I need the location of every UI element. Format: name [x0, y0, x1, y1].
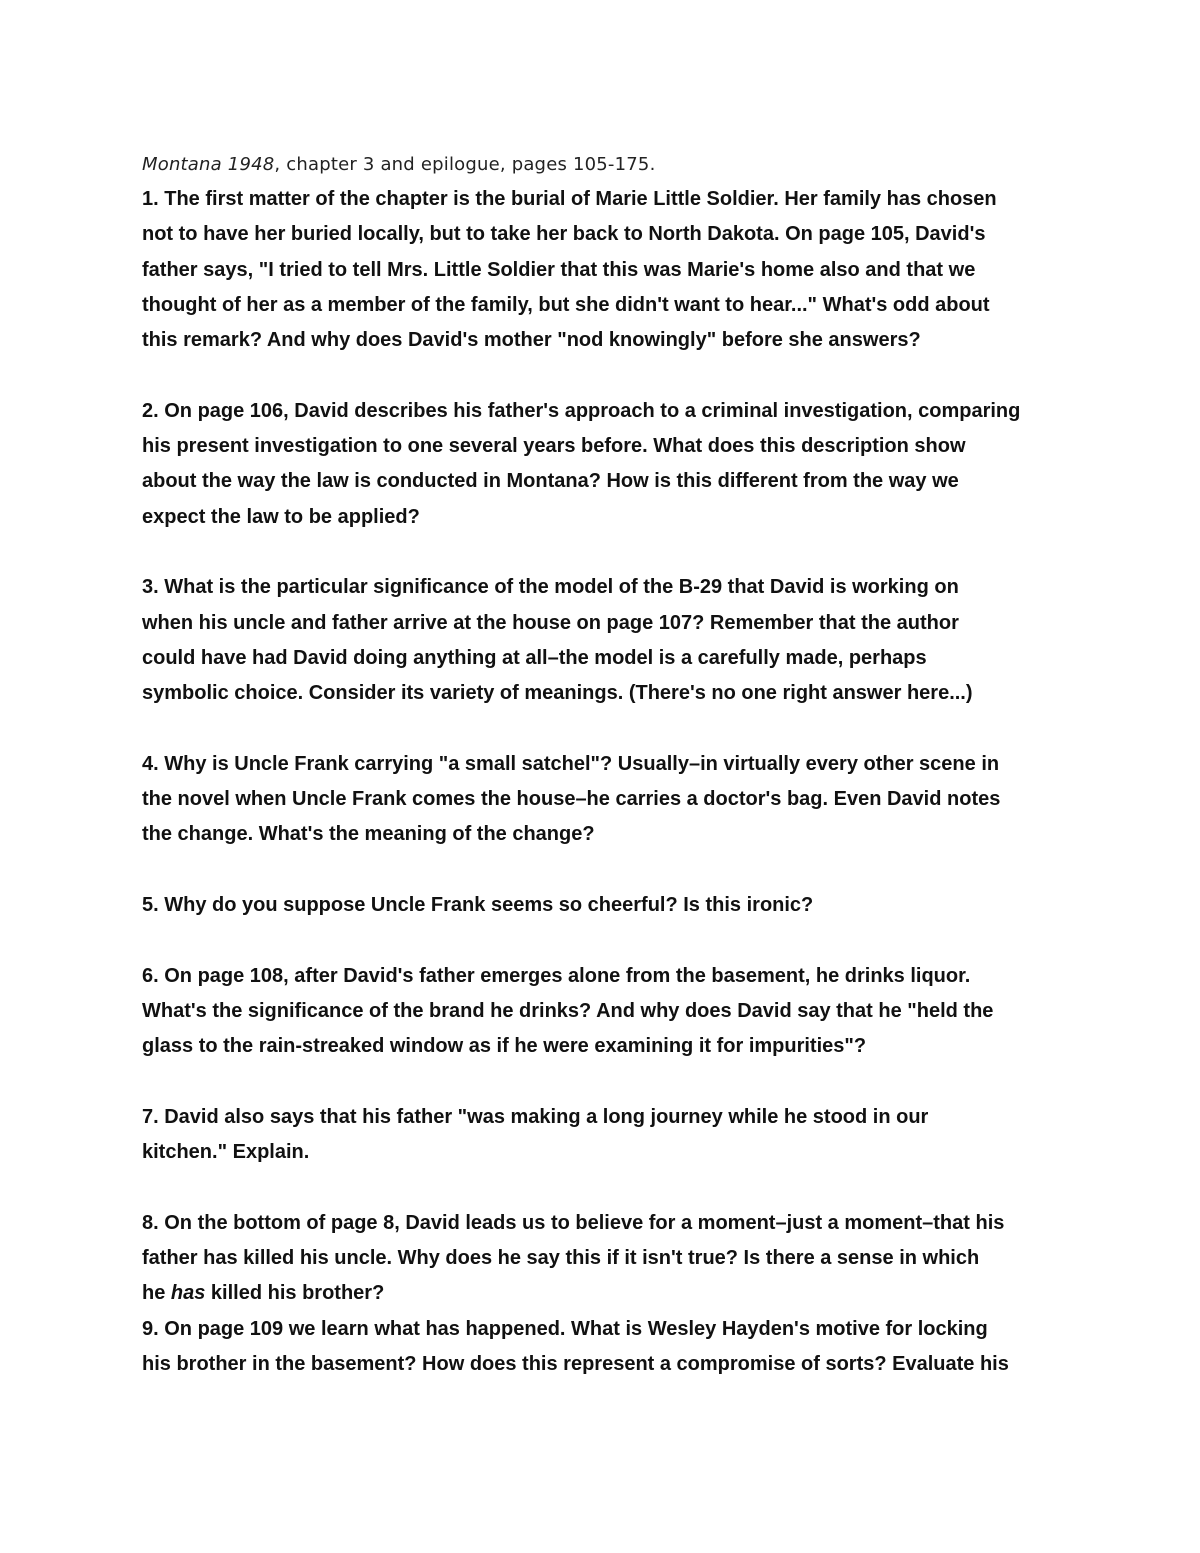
question-line: father has killed his uncle. Why does he say this if it isn't true? Is there a sense in which [142, 1246, 980, 1269]
question-line: What's the significance of the brand he drinks? And why does David say that he "held the [142, 999, 994, 1022]
question-6 [142, 959, 1072, 1065]
question-2 [142, 394, 1072, 535]
assignment-header [142, 147, 1072, 182]
question-text: he [142, 1282, 171, 1305]
question-line: his brother in the basement? How does this represent a compromise of sorts? Evaluate his [142, 1352, 1009, 1375]
question-line: not to have her buried locally, but to take her back to North Dakota. On page 105, David's [142, 223, 986, 246]
question-line: the novel when Uncle Frank comes the house–he carries a doctor's bag. Even David notes [142, 788, 1001, 811]
question-line: 8. On the bottom of page 8, David leads us to believe for a moment–just a moment–that his [142, 1211, 1005, 1234]
question-line: 7. David also says that his father "was making a long journey while he stood in our [142, 1105, 929, 1128]
question-line: 1. The first matter of the chapter is the burial of Marie Little Soldier. Her family has chosen [142, 188, 997, 210]
question-line: when his uncle and father arrive at the house on page 107? Remember that the author [142, 611, 959, 634]
question-8 [142, 1206, 1072, 1312]
question-line: 3. What is the particular significance of the model of the B-29 that David is working on [142, 576, 959, 599]
question-line: could have had David doing anything at all–the model is a carefully made, perhaps [142, 646, 927, 669]
header-rest: , chapter 3 and epilogue, pages 105-175. [274, 154, 656, 175]
question-line [142, 1276, 1072, 1311]
question-line: symbolic choice. Consider its variety of meanings. (There's no one right answer here...) [142, 682, 973, 705]
question-line: expect the law to be applied? [142, 505, 420, 528]
book-title: Montana 1948 [142, 154, 275, 175]
question-line: glass to the rain-streaked window as if he were examining it for impurities"? [142, 1035, 867, 1058]
emphasized-word: has [170, 1282, 206, 1305]
paragraph-gap [142, 923, 1072, 958]
paragraph-gap [142, 535, 1072, 570]
question-line: this remark? And why does David's mother "nod knowingly" before she answers? [142, 329, 921, 352]
question-text: killed his brother? [205, 1282, 385, 1305]
question-line: the change. What's the meaning of the change? [142, 823, 595, 846]
question-line: father says, "I tried to tell Mrs. Little Soldier that this was Marie's home also and that we [142, 258, 976, 281]
paragraph-gap [142, 358, 1072, 393]
question-line: 9. On page 109 we learn what has happened. What is Wesley Hayden's motive for locking [142, 1317, 988, 1340]
question-line: about the way the law is conducted in Montana? How is this different from the way we [142, 470, 959, 493]
question-4 [142, 747, 1072, 853]
paragraph-gap [142, 1064, 1072, 1099]
question-line: thought of her as a member of the family, but she didn't want to hear..." What's odd about [142, 293, 990, 316]
paragraph-gap [142, 1170, 1072, 1205]
question-7 [142, 1100, 1072, 1171]
question-3 [142, 570, 1072, 711]
question-9 [142, 1312, 1072, 1383]
question-line: 4. Why is Uncle Frank carrying "a small satchel"? Usually–in virtually every other scene in [142, 752, 1000, 775]
document-body [142, 147, 1072, 1382]
question-line: 5. Why do you suppose Uncle Frank seems so cheerful? Is this ironic? [142, 893, 814, 916]
paragraph-gap [142, 853, 1072, 888]
paragraph-gap [142, 711, 1072, 746]
question-line: 6. On page 108, after David's father emerges alone from the basement, he drinks liquor. [142, 964, 971, 987]
question-1 [142, 182, 1072, 358]
question-line: 2. On page 106, David describes his father's approach to a criminal investigation, comparing [142, 399, 1021, 422]
question-line: kitchen." Explain. [142, 1141, 310, 1164]
question-line: his present investigation to one several years before. What does this description show [142, 435, 966, 458]
question-5 [142, 888, 1072, 923]
